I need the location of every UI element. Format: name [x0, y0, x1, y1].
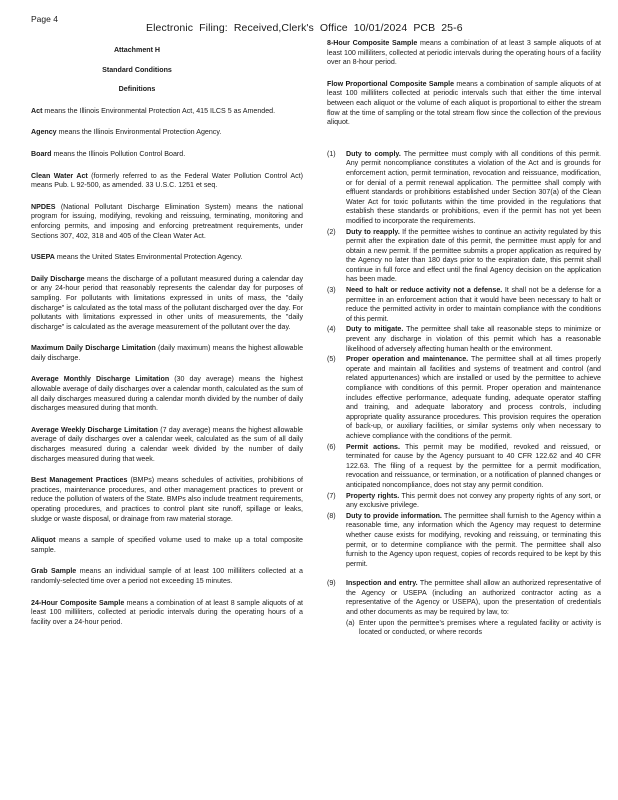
condition-body	[346, 355, 601, 441]
sub-item-number: (a)	[346, 618, 355, 627]
condition-term: Need to halt or reduce activity not a defense.	[346, 286, 503, 295]
definition-term: Average Monthly Discharge Limitation	[31, 375, 170, 384]
condition-body	[346, 512, 601, 570]
definitions-list	[31, 107, 303, 628]
condition-text: If the permittee wishes to continue an activity regulated by this permit after the expiration date of this permit, the permittee must apply for and obtain a new permit. If the permittee submits a proper application as required by the Agency no later than 180 days prior to the expiration date, this permit shall continue in full force and effect until the final Agency decision on the application has been made.	[346, 227, 601, 284]
definition-text: (7 day average) means the highest allowable average of daily discharges over a calendar week, calculated as the sum of all daily discharges measured during a calendar week divided by the number of daily discharges measured during that week.	[31, 425, 303, 463]
definition-paragraph	[31, 172, 303, 191]
right-column	[327, 39, 601, 639]
definition-term: Grab Sample	[31, 567, 77, 576]
condition-number: (4)	[327, 325, 336, 334]
condition-term: Duty to provide information.	[346, 511, 442, 520]
condition-term: Proper operation and maintenance.	[346, 355, 469, 364]
condition-term: Permit actions.	[346, 442, 400, 451]
definition-term: Agency	[31, 128, 57, 137]
condition-term: Duty to comply.	[346, 149, 401, 158]
definition-paragraph	[327, 39, 601, 68]
definition-paragraph	[31, 150, 303, 160]
definition-paragraph	[31, 275, 303, 333]
definition-text: means the Illinois Pollution Control Board.	[51, 149, 186, 158]
definition-paragraph	[31, 426, 303, 464]
definition-text: means a combination of at least 8 sample aliquots of at least 100 milliliters, collected at periodic intervals during the operating hours of a facility over a 24-hour period.	[31, 598, 303, 626]
condition-item	[327, 512, 601, 570]
condition-text: The permittee shall furnish to the Agency within a reasonable time, any information which the Agency may request to determine whether cause exists for modifying, revoking and reissuing, or terminating this permit, or to determine compliance with the permit. The permittee shall also furnish to the Agency upon request, copies of records required to be kept by this permit.	[346, 511, 601, 568]
definition-text: (30 day average) means the highest allowable average of daily discharges over a calendar month, calculated as the sum of all daily discharges measured during a calendar month divided by the number of daily discharges measured during that month.	[31, 375, 303, 413]
condition-number: (6)	[327, 442, 336, 451]
definition-paragraph	[31, 567, 303, 586]
filing-header: Electronic Filing: Received,Clerk's Office 10/01/2024 PCB 25-6	[146, 22, 463, 34]
definition-term: Maximum Daily Discharge Limitation	[31, 344, 156, 353]
definition-term: Aliquot	[31, 536, 56, 545]
definition-term: Daily Discharge	[31, 274, 85, 283]
condition-body	[346, 286, 601, 324]
condition-body	[346, 228, 601, 286]
definitions-heading: Definitions	[118, 85, 156, 94]
condition-body	[346, 579, 601, 638]
condition-term: Property rights.	[346, 491, 400, 500]
definition-term: Best Management Practices	[31, 476, 128, 485]
condition-number: (7)	[327, 491, 336, 500]
condition-text: The permittee must comply with all conditions of this permit. Any permit noncompliance constitutes a violation of the Act and is grounds for enforcement action, permit termination, revocation and reissuance, modification, or for denial of a permit renewal application. The permittee shall comply with effluent standards or prohibitions established under Section 307(a) of the Clean Water Act for toxic pollutants within the time provided in the regulations that establish these standards or prohibitions, even if the permit has not yet been modified to incorporate the requirements.	[346, 149, 601, 225]
definition-text: means the Illinois Environmental Protection Act, 415 ILCS 5 as Amended.	[42, 106, 276, 115]
definition-text: (BMPs) means schedules of activities, prohibitions of practices, maintenance procedures, and other management practices to prevent or reduce the pollution of waters of the State. BMPs also include treatment requirements, operating procedures, and practices to control plant site runoff, spillage or leaks, sludge or waste disposal, or drainage from raw material storage.	[31, 476, 303, 523]
page-number: Page 4	[31, 14, 58, 24]
condition-sub-item	[346, 619, 601, 638]
definition-term: Clean Water Act	[31, 171, 88, 180]
condition-text: This permit may be modified, revoked and reissued, or terminated for cause by the Agency pursuant to 40 CFR 122.62 and 40 CFR 122.63. The filing of a request by the permittee for a permit modification, revocation and reissuance, or termination, or a notification of planned changes or anticipated noncompliance, does not stay any permit condition.	[346, 442, 601, 489]
definition-term: 8-Hour Composite Sample	[327, 39, 418, 47]
definition-text: means a combination of at least 3 sample aliquots of at least 100 milliliters, collected at periodic intervals during the operating hours of a facility over an 8-hour period.	[327, 39, 601, 67]
definition-text: (National Pollutant Discharge Elimination System) means the national program for issuing, modifying, revoking and reissuing, terminating, monitoring and enforcing permits, and imposing and enforcing pretreatment requirements, under Sections 307, 402, 318 and 405 of the Clean Water Act.	[31, 202, 303, 240]
definition-term: Average Weekly Discharge Limitation	[31, 425, 158, 434]
definition-paragraph	[31, 253, 303, 263]
condition-text: The permittee shall take all reasonable steps to minimize or prevent any discharge in violation of this permit which has a reasonable likelihood of adversely affecting human health or the environment.	[346, 325, 601, 353]
condition-term: Duty to reapply.	[346, 227, 400, 236]
condition-item	[327, 492, 601, 511]
condition-item	[327, 579, 601, 638]
definition-paragraph	[31, 536, 303, 555]
condition-body	[346, 325, 601, 354]
condition-number: (2)	[327, 227, 336, 236]
definition-text: (formerly referred to as the Federal Water Pollution Control Act) means Pub. L 92-500, as amended. 33 U.S.C. 1251 et seq.	[31, 171, 303, 190]
sub-item-text: Enter upon the permittee's premises where a regulated facility or activity is located or conducted, or where records	[359, 618, 601, 637]
condition-item	[327, 286, 601, 324]
condition-number: (8)	[327, 511, 336, 520]
conditions-list	[327, 150, 601, 638]
definitions-list-continued	[327, 39, 601, 128]
definition-text: means a combination of sample aliquots of at least 100 milliliters collected at periodic intervals such that either the time interval between each aliquot or the volume of each aliquot is proportional to either the stream flow at the time of sampling or the total stream flow since the collection of the previous aliquot.	[327, 79, 601, 127]
condition-text: It shall not be a defense for a permittee in an enforcement action that it would have been necessary to halt or reduce the permitted activity in order to maintain compliance with the conditions of this permit.	[346, 286, 602, 323]
definition-paragraph	[31, 344, 303, 363]
definition-paragraph	[31, 599, 303, 628]
condition-text: The permittee shall at all times properly operate and maintain all facilities and systems of treatment and control (and related appurtenances) which are installed or used by the permittee to achieve compliance with conditions of this permit. Proper operation and maintenance includes effective performance, adequate funding, adequate operator staffing and training, and adequate laboratory and process controls, including appropriate quality assurance procedures. This provision requires the operation of back-up, or auxiliary facilities, or similar systems only when necessary to achieve compliance with the conditions of the permit.	[346, 355, 601, 440]
definition-text: means the United States Environmental Protection Agency.	[54, 253, 243, 262]
condition-body	[346, 443, 601, 491]
definition-paragraph	[31, 476, 303, 524]
condition-number: (5)	[327, 355, 336, 364]
definition-paragraph	[31, 203, 303, 241]
condition-number: (3)	[327, 286, 336, 295]
definition-term: Flow Proportional Composite Sample	[327, 79, 455, 88]
condition-item	[327, 228, 601, 286]
condition-item	[327, 325, 601, 354]
condition-text: The permittee shall allow an authorized representative of the Agency or USEPA (including an authorized contractor acting as a representative of the Agency or USEPA), upon the presentation of credentials and other documents as may be required by law, to:	[346, 579, 601, 617]
condition-number: (1)	[327, 149, 336, 158]
definition-text: means an individual sample of at least 100 milliliters collected at a randomly-selected time over a period not exceeding 15 minutes.	[31, 567, 303, 585]
condition-body	[346, 492, 601, 511]
standard-conditions-title: Standard Conditions	[102, 65, 172, 74]
definition-paragraph	[31, 375, 303, 413]
definition-text: means the Illinois Environmental Protection Agency.	[56, 128, 222, 137]
condition-item	[327, 443, 601, 491]
condition-body	[346, 150, 601, 227]
left-column	[31, 46, 303, 639]
condition-number: (9)	[327, 579, 336, 588]
attachment-title: Attachment H	[113, 46, 161, 54]
definition-term: USEPA	[31, 253, 55, 262]
condition-item	[327, 150, 601, 227]
definition-term: NPDES	[31, 202, 56, 211]
definition-paragraph	[31, 128, 303, 138]
definition-term: Board	[31, 149, 52, 158]
definition-text: means the discharge of a pollutant measured during a calendar day or any 24-hour period that reasonably represents the calendar day for purposes of sampling. For pollutants with limitations expressed in units of mass, the "daily discharge" is calculated as the total mass of the pollutant discharged over the day. For pollutants with limitations expressed in other units of measurements, the "daily discharge" is calculated as the average measurement of the pollutant over the day.	[31, 274, 303, 331]
definition-text: means a sample of specified volume used to make up a total composite sample.	[31, 536, 303, 554]
condition-item	[327, 355, 601, 441]
condition-term: Inspection and entry.	[346, 579, 418, 588]
definition-term: 24-Hour Composite Sample	[31, 598, 125, 607]
definition-paragraph	[31, 107, 303, 117]
definition-term: Act	[31, 106, 43, 115]
condition-text: This permit does not convey any property rights of any sort, or any exclusive privilege.	[346, 491, 601, 510]
condition-term: Duty to mitigate.	[346, 325, 404, 334]
definition-text: (daily maximum) means the highest allowable daily discharge.	[31, 344, 304, 362]
definition-paragraph	[327, 80, 601, 128]
